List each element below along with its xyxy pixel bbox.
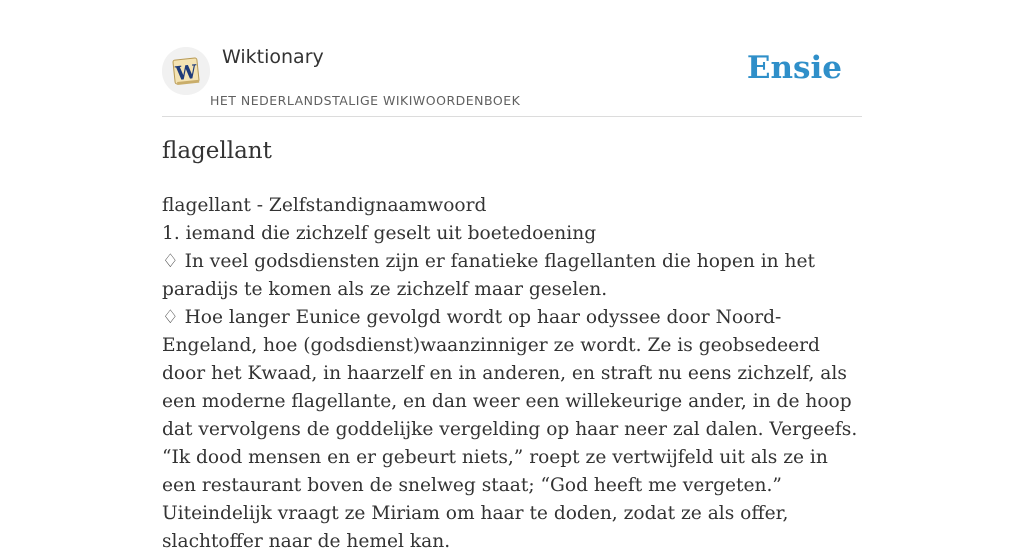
logo-letter: W <box>174 60 198 86</box>
example-sentence-2: ♢ Hoe langer Eunice gevolgd wordt op haar odyssee door Noord-Engeland, hoe (godsdienst)waanzinniger ze wordt. Ze is geobsedeerd door het Kwaad, in haarzelf en in anderen, en straft nu eens zichzelf, als een moderne flagellante, en dan weer een willekeurige ander, in de hoop dat vervolgens de goddelijke vergelding op haar neer zal dalen. Vergeefs. “Ik dood mensen en er gebeurt niets,” roept ze vertwijfeld uit als ze in een restaurant boven de snelweg staat; “God heeft me vergeten.” Uiteindelijk vraagt ze Miriam om haar te doden, zodat ze als offer, slachtoffer naar de hemel kan. <box>162 307 858 552</box>
word-type-line: flagellant - Zelfstandignaamwoord <box>162 195 487 216</box>
example-sentence-1: ♢ In veel godsdiensten zijn er fanatieke flagellanten die hopen in het paradijs te komen als ze zichzelf maar geselen. <box>162 251 815 300</box>
entry-content <box>162 192 862 556</box>
page-title: flagellant <box>162 138 272 164</box>
site-tagline: HET NEDERLANDSTALIGE WIKIWOORDENBOEK <box>210 93 521 108</box>
site-header <box>162 40 862 117</box>
wiktionary-logo-icon[interactable] <box>162 47 210 95</box>
site-name[interactable]: Wiktionary <box>222 46 324 68</box>
definition: 1. iemand die zichzelf geselt uit boetedoening <box>162 223 597 244</box>
ensie-brand-link[interactable]: Ensie <box>746 50 842 86</box>
